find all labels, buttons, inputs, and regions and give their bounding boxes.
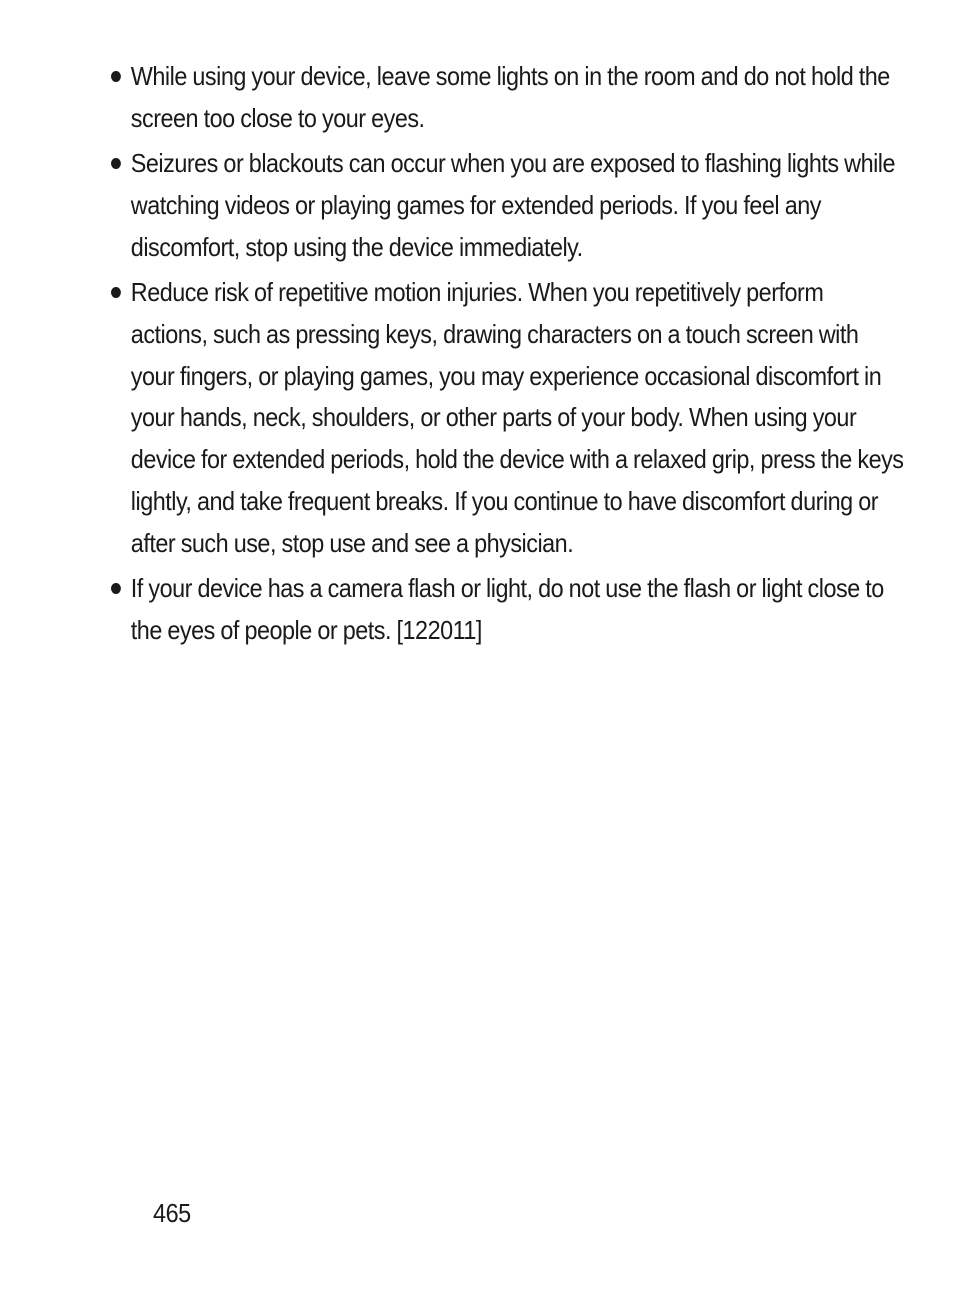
bullet-text: While using your device, leave some lights on in the room and do not hold the screen too close to your eyes. [130,61,890,133]
list-item [111,143,905,268]
list-item [111,56,905,140]
bullet-icon [111,287,121,298]
bullet-text: Reduce risk of repetitive motion injuries. When you repetitively perform actions, such as pressing keys, drawing characters on a touch screen with your fingers, or playing games, you may experience occasional discomfort in your hands, neck, shoulders, or other parts of your body. When using your device for extended periods, hold the device with a relaxed grip, press the keys lightly, and take frequent breaks. If you continue to have discomfort during or after such use, stop use and see a physician. [130,276,904,558]
bullet-text: If your device has a camera flash or light, do not use the flash or light close to the eyes of people or pets. [122011] [130,573,884,645]
list-item [111,568,905,652]
safety-bullet-list [111,56,904,655]
page-number: 465 [153,1198,191,1228]
bullet-icon [111,71,121,82]
bullet-icon [111,158,121,169]
bullet-icon [111,583,121,594]
bullet-text: Seizures or blackouts can occur when you are exposed to flashing lights while watching videos or playing games for extended periods. If you feel any discomfort, stop using the device immediately. [130,148,896,262]
list-item [111,272,905,565]
